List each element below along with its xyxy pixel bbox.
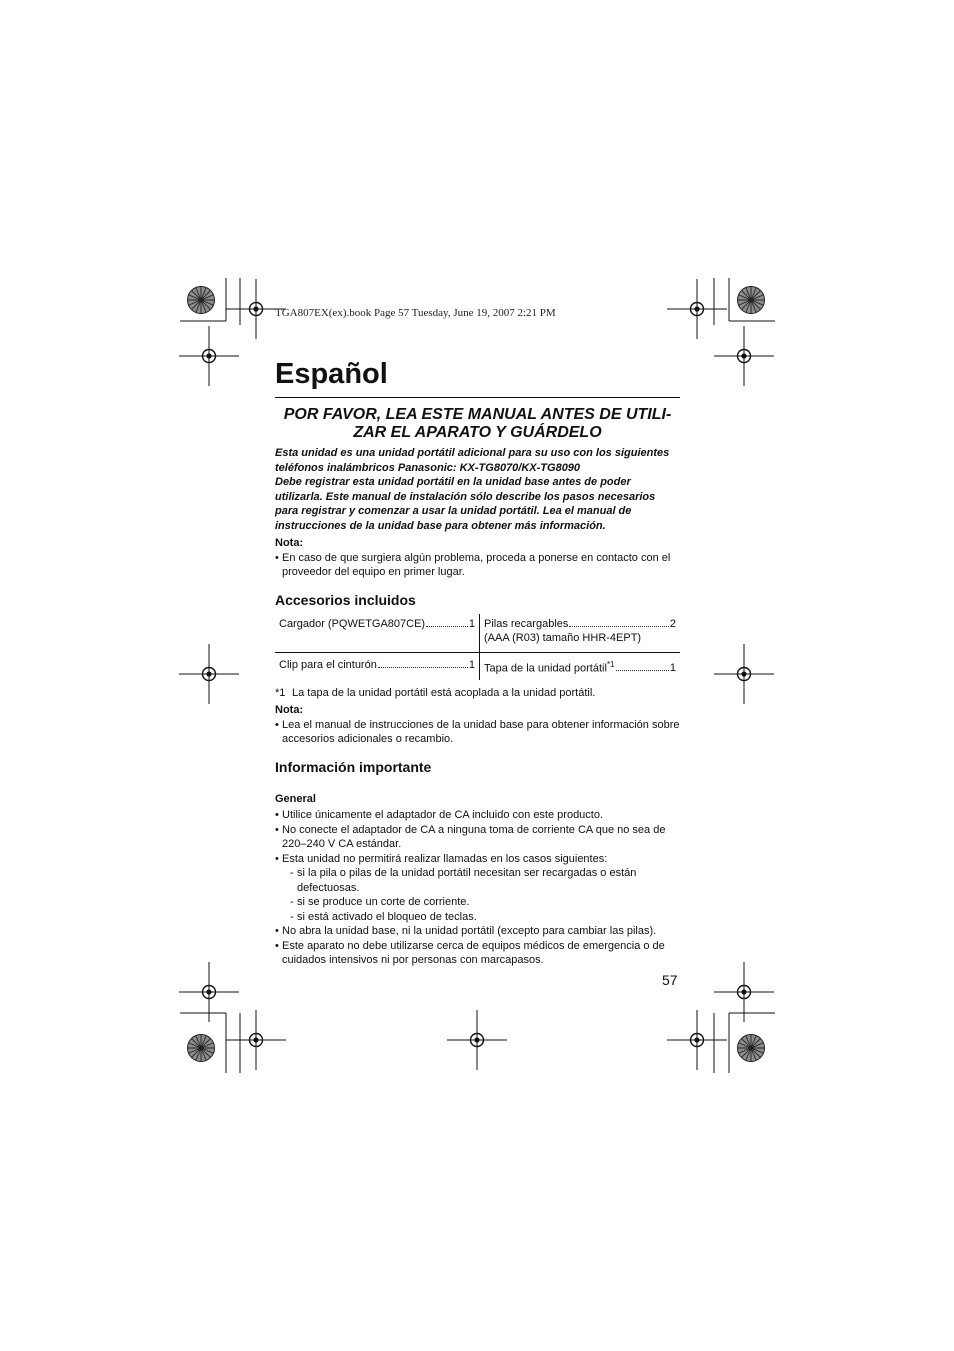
- dot-leader: [569, 626, 669, 627]
- main-heading: [275, 406, 680, 442]
- charger-qty: 1: [468, 617, 475, 630]
- general-subheading: General: [275, 792, 316, 805]
- page-content: [275, 355, 680, 968]
- belt-clip-qty: 1: [468, 658, 475, 671]
- note-label: Nota:: [275, 704, 304, 717]
- note-item: • Lea el manual de instrucciones de la unidad base para obtener información sobre accesorios adicionales o recambio.: [275, 718, 680, 747]
- table-cell-charger: [275, 614, 480, 653]
- sub-list-item: - si la pila o pilas de la unidad portátil necesitan ser recargadas o están defectuosas.: [282, 866, 680, 895]
- intro-text: [275, 446, 680, 533]
- cover-label-text: Tapa de la unidad portátil: [484, 662, 607, 675]
- footnote: [275, 686, 680, 701]
- footnote-mark: *1: [275, 686, 286, 699]
- batteries-qty: 2: [669, 617, 676, 630]
- title-rule: [275, 397, 680, 398]
- intro-paragraph-1: Esta unidad es una unidad portátil adicional para su uso con los siguientes teléfonos inalámbricos Panasonic: KX-TG8070/KX-TG8090: [275, 447, 670, 474]
- note-item: • En caso de que surgiera algún problema, proceda a ponerse en contacto con el proveedor del equipo en primer lugar.: [275, 551, 680, 580]
- table-row: [275, 652, 680, 680]
- list-item: • Utilice únicamente el adaptador de CA incluido con este producto.: [275, 808, 680, 823]
- list-item: • No conecte el adaptador de CA a ninguna toma de corriente CA que no sea de 220–240 V CA estándar.: [275, 823, 680, 852]
- note-list: [275, 551, 680, 580]
- footnote-ref: *1: [606, 659, 615, 669]
- sub-list-item: - si se produce un corte de corriente.: [282, 895, 680, 910]
- dot-leader: [378, 667, 468, 668]
- list-item: [275, 852, 680, 925]
- table-cell-belt-clip: [275, 652, 480, 680]
- note-label: Nota:: [275, 537, 304, 549]
- main-heading-line2: ZAR EL APARATO Y GUÁRDELO: [353, 424, 602, 441]
- print-header: TGA807EX(ex).book Page 57 Tuesday, June 19, 2007 2:21 PM: [275, 307, 556, 319]
- general-list: [275, 808, 680, 968]
- note-list: [275, 718, 680, 747]
- cover-qty: 1: [669, 662, 676, 675]
- list-item-text: Esta unidad no permitirá realizar llamadas en los casos siguientes:: [282, 852, 608, 865]
- belt-clip-label: Clip para el cinturón: [279, 658, 377, 671]
- sub-list-item: - si está activado el bloqueo de teclas.: [282, 910, 680, 925]
- list-item: • Este aparato no debe utilizarse cerca de equipos médicos de emergencia o de cuidados intensivos ni por personas con marcapasos.: [275, 939, 680, 968]
- charger-label: Cargador (PQWETGA807CE): [279, 617, 426, 630]
- cover-label: [484, 658, 615, 676]
- sub-list: [282, 866, 680, 924]
- intro-paragraph-2: Debe registrar esta unidad portátil en la unidad base antes de poder utilizarla. Este manual de instalación sólo describe los pasos necesarios para registrar y comenzar a usar la unidad portátil. Lea el manual de instrucciones de la unidad base para obtener más información.: [275, 476, 656, 532]
- batteries-detail: (AAA (R03) tamaño HHR-4EPT): [484, 632, 642, 644]
- language-title: Español: [275, 358, 388, 390]
- dot-leader: [426, 626, 468, 627]
- accessories-heading: Accesorios incluidos: [275, 591, 416, 608]
- table-row: [275, 614, 680, 653]
- main-heading-line1: POR FAVOR, LEA ESTE MANUAL ANTES DE UTILI-: [283, 406, 672, 423]
- important-info-heading: Información importante: [275, 758, 432, 775]
- page-number: 57: [662, 972, 678, 988]
- accessories-table: [275, 614, 680, 680]
- batteries-label: Pilas recargables: [484, 617, 569, 630]
- table-cell-batteries: [480, 614, 681, 653]
- table-cell-cover: [480, 652, 681, 680]
- list-item: • No abra la unidad base, ni la unidad portátil (excepto para cambiar las pilas).: [275, 924, 680, 939]
- dot-leader: [616, 670, 669, 671]
- footnote-text: La tapa de la unidad portátil está acoplada a la unidad portátil.: [292, 686, 596, 699]
